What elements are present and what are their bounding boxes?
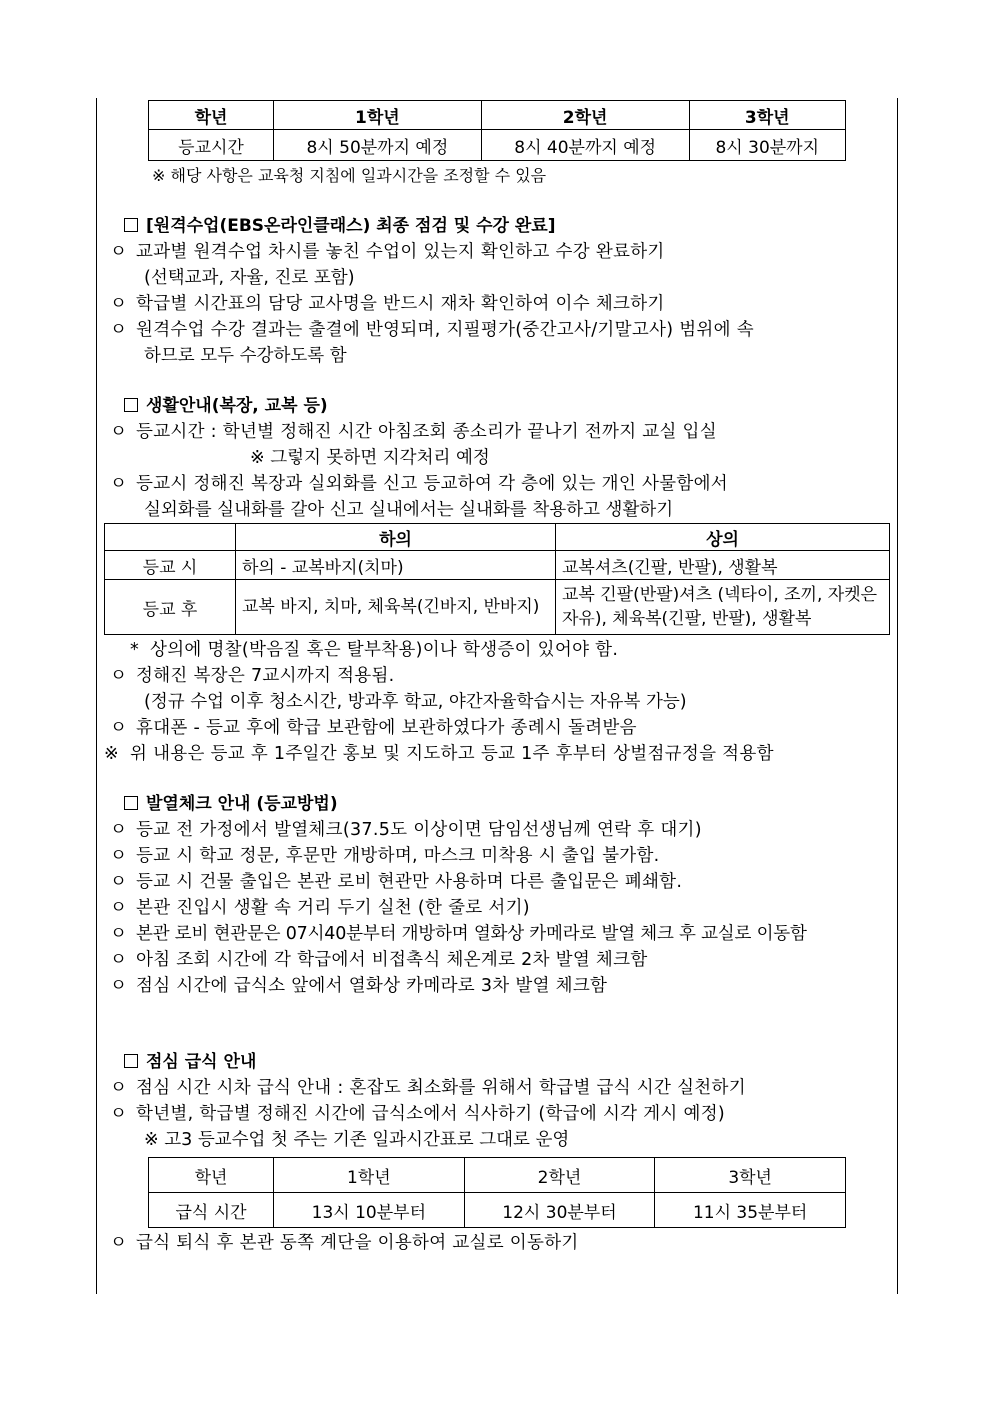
item-text: 위 내용은 등교 후 1주일간 홍보 및 지도하고 등교 1주 후부터 상벌점규정을 적용함 xyxy=(130,744,774,764)
bullet: ㅇ xyxy=(110,666,128,686)
bullet: ㅇ xyxy=(110,422,128,442)
header-cell: 하의 xyxy=(236,524,556,551)
item-text: 휴대폰 - 등교 후에 학급 보관함에 보관하였다가 종례시 돌려받음 xyxy=(136,718,637,738)
list-item xyxy=(110,973,892,999)
checkbox-square-icon xyxy=(124,398,138,412)
section-fever-check xyxy=(110,791,892,999)
bullet: ㅇ xyxy=(110,718,128,738)
section-life-guide xyxy=(104,393,892,767)
table-row xyxy=(105,551,890,580)
bullet: ㅇ xyxy=(110,1104,128,1124)
list-item xyxy=(110,947,892,973)
section-title-text: [원격수업(EBS온라인클래스) 최종 점검 및 수강 완료] xyxy=(146,216,556,236)
bullet: ㅇ xyxy=(110,872,128,892)
table-row xyxy=(149,130,846,161)
list-item xyxy=(110,291,892,317)
table-header-row xyxy=(149,101,846,130)
checkbox-square-icon xyxy=(124,796,138,810)
bullet: ※ xyxy=(104,744,119,764)
list-item xyxy=(110,317,892,343)
header-cell: 2학년 xyxy=(481,101,689,130)
adjustment-note: ※ 해당 사항은 교육청 지침에 일과시간을 조정할 수 있음 xyxy=(152,166,547,185)
section-title-text: 점심 급식 안내 xyxy=(146,1052,257,1072)
section-title xyxy=(124,393,892,419)
item-continuation: ※ 그렇지 못하면 지각처리 예정 xyxy=(250,448,490,468)
checkbox-square-icon xyxy=(124,218,138,232)
item-text: 등교시 정해진 복장과 실외화를 신고 등교하여 각 층에 있는 개인 사물함에서 xyxy=(136,474,728,494)
document-page xyxy=(104,100,892,1256)
bullet: ㅇ xyxy=(110,474,128,494)
table-cell: 13시 10분부터 xyxy=(274,1193,465,1228)
list-item xyxy=(110,1230,892,1256)
bullet: ㅇ xyxy=(110,976,128,996)
list-item xyxy=(110,921,892,947)
header-cell xyxy=(105,524,236,551)
header-cell: 3학년 xyxy=(689,101,845,130)
list-item xyxy=(110,419,892,445)
item-text: 등교시간 : 학년별 정해진 시간 아침조회 종소리가 끝나기 전까지 교실 입실 xyxy=(136,422,717,442)
item-text: 본관 로비 현관문은 07시40분부터 개방하며 열화상 카메라로 발열 체크 후 교실로 이동함 xyxy=(136,924,807,944)
bullet: ㅇ xyxy=(110,950,128,970)
item-continuation: 실외화를 실내화를 갈아 신고 실내에서는 실내화를 착용하고 생활하기 xyxy=(144,500,674,520)
header-cell: 상의 xyxy=(556,524,890,551)
item-text: 급식 퇴식 후 본관 동쪽 계단을 이용하여 교실로 이동하기 xyxy=(136,1233,579,1253)
table-cell: 8시 30분까지 xyxy=(689,130,845,161)
header-cell: 3학년 xyxy=(655,1158,846,1193)
bullet: ㅇ xyxy=(110,320,128,340)
table-header-row xyxy=(149,1158,846,1193)
list-item xyxy=(110,1101,892,1127)
table-cell: 8시 40분까지 예정 xyxy=(481,130,689,161)
row-label: 등교 시 xyxy=(105,551,236,580)
item-continuation: (선택교과, 자율, 진로 포함) xyxy=(144,268,355,288)
right-border-line xyxy=(897,98,898,1294)
section-remote-class xyxy=(110,213,892,369)
header-cell: 1학년 xyxy=(274,101,482,130)
table-cell: 교복 긴팔(반팔)셔츠 (넥타이, 조끼, 자켓은 자유), 체육복(긴팔, 반팔), 생활복 xyxy=(556,580,890,635)
list-item xyxy=(110,843,892,869)
list-item xyxy=(104,741,892,767)
attendance-time-table xyxy=(148,100,846,161)
item-text: 정해진 복장은 7교시까지 적용됨. xyxy=(136,666,395,686)
row-label: 급식 시간 xyxy=(149,1193,274,1228)
section-title xyxy=(124,213,892,239)
header-cell: 2학년 xyxy=(464,1158,655,1193)
bullet: ㅇ xyxy=(110,294,128,314)
section-title xyxy=(124,791,892,817)
table-header-row xyxy=(105,524,890,551)
table-cell: 11시 35분부터 xyxy=(655,1193,846,1228)
item-text: 점심 시간 시차 급식 안내 : 혼잡도 최소화를 위해서 학급별 급식 시간 실천하기 xyxy=(136,1078,746,1098)
item-text: 아침 조회 시간에 각 학급에서 비접촉식 체온계로 2차 발열 체크함 xyxy=(136,950,648,970)
list-item xyxy=(110,637,892,663)
list-item xyxy=(110,715,892,741)
item-continuation: ※ 고3 등교수업 첫 주는 기존 일과시간표로 그대로 운영 xyxy=(144,1130,570,1150)
section-title-text: 생활안내(복장, 교복 등) xyxy=(146,396,328,416)
bullet: ㅇ xyxy=(110,820,128,840)
header-cell: 1학년 xyxy=(274,1158,465,1193)
list-item xyxy=(110,817,892,843)
bullet: ㅇ xyxy=(110,924,127,944)
item-text: 학년별, 학급별 정해진 시간에 급식소에서 식사하기 (학급에 시각 게시 예정) xyxy=(136,1104,726,1124)
table-row xyxy=(105,580,890,635)
table-cell: 12시 30분부터 xyxy=(464,1193,655,1228)
bullet: ㅇ xyxy=(110,1078,128,1098)
table-cell: 교복셔츠(긴팔, 반팔), 생활복 xyxy=(556,551,890,580)
item-text: 본관 진입시 생활 속 거리 두기 실천 (한 줄로 서기) xyxy=(136,898,530,918)
checkbox-square-icon xyxy=(124,1054,138,1068)
bullet: ㅇ xyxy=(110,1233,128,1253)
item-text: 등교 시 건물 출입은 본관 로비 현관만 사용하며 다른 출입문은 폐쇄함. xyxy=(136,872,683,892)
list-item xyxy=(110,239,892,265)
section-lunch xyxy=(110,1049,892,1256)
table-cell: 교복 바지, 치마, 체육복(긴바지, 반바지) xyxy=(236,580,556,635)
dress-code-table xyxy=(104,523,890,635)
list-item xyxy=(110,869,892,895)
list-item xyxy=(110,663,892,689)
item-text: 점심 시간에 급식소 앞에서 열화상 카메라로 3차 발열 체크함 xyxy=(136,976,608,996)
bullet: * xyxy=(130,640,140,660)
section-title xyxy=(124,1049,892,1075)
table-row xyxy=(149,1193,846,1228)
section-title-text: 발열체크 안내 (등교방법) xyxy=(146,794,338,814)
header-cell: 학년 xyxy=(149,1158,274,1193)
table-cell: 하의 - 교복바지(치마) xyxy=(236,551,556,580)
list-item xyxy=(110,471,892,497)
bullet: ㅇ xyxy=(110,898,128,918)
bullet: ㅇ xyxy=(110,846,128,866)
header-cell: 학년 xyxy=(149,101,274,130)
item-text: 등교 전 가정에서 발열체크(37.5도 이상이면 담임선생님께 연락 후 대기) xyxy=(136,820,702,840)
item-text: 학급별 시간표의 담당 교사명을 반드시 재차 확인하여 이수 체크하기 xyxy=(136,294,665,314)
item-text: 원격수업 수강 결과는 출결에 반영되며, 지필평가(중간고사/기말고사) 범위에 속 xyxy=(136,320,754,340)
item-continuation: (정규 수업 이후 청소시간, 방과후 학교, 야간자율학습시는 자유복 가능) xyxy=(144,692,687,712)
table-cell: 8시 50분까지 예정 xyxy=(274,130,482,161)
item-continuation: 하므로 모두 수강하도록 함 xyxy=(144,346,347,366)
item-text: 등교 시 학교 정문, 후문만 개방하며, 마스크 미착용 시 출입 불가함. xyxy=(136,846,660,866)
lunch-time-table xyxy=(148,1157,846,1228)
list-item xyxy=(110,1075,892,1101)
row-label: 등교 후 xyxy=(105,580,236,635)
list-item xyxy=(110,895,892,921)
item-text: 상의에 명찰(박음질 혹은 탈부착용)이나 학생증이 있어야 함. xyxy=(150,640,619,660)
item-text: 교과별 원격수업 차시를 놓친 수업이 있는지 확인하고 수강 완료하기 xyxy=(136,242,665,262)
left-border-line xyxy=(96,98,97,1294)
row-label: 등교시간 xyxy=(149,130,274,161)
bullet: ㅇ xyxy=(110,242,128,262)
